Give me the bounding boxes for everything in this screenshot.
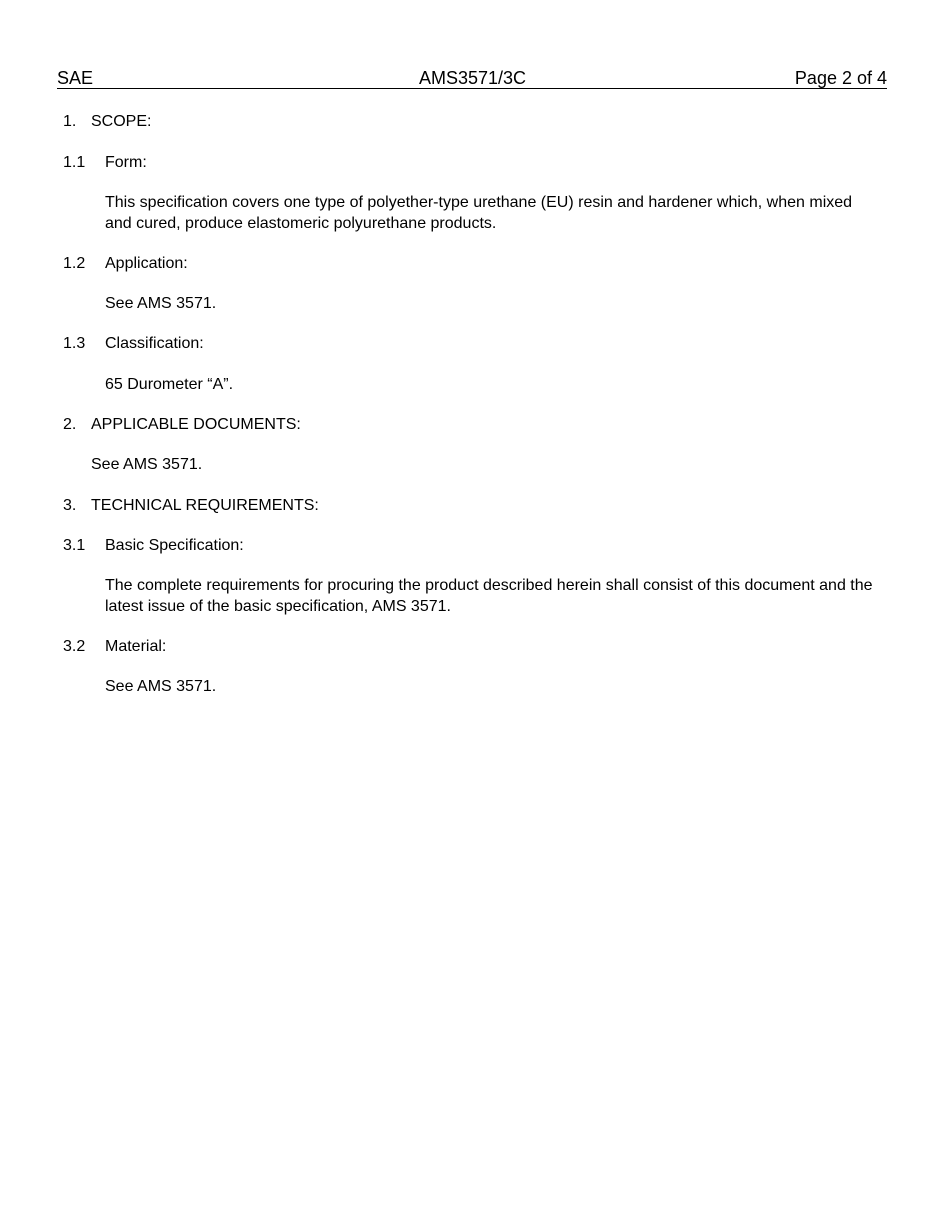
section-1-3-number: 1.3 bbox=[63, 335, 86, 352]
section-3-title: TECHNICAL REQUIREMENTS: bbox=[91, 497, 319, 514]
section-1-3-text: 65 Durometer “A”. bbox=[105, 376, 234, 393]
section-3-2-title: Material: bbox=[105, 638, 167, 655]
section-1-1-title: Form: bbox=[105, 154, 147, 171]
header-document-number: AMS3571/3C bbox=[419, 68, 527, 88]
section-1-1-text: This specification covers one type of polyether-type urethane (EU) resin and hardener which, when mixed and cured, produce elastomeric polyurethane products. bbox=[105, 194, 853, 232]
header-org: SAE bbox=[57, 68, 94, 88]
section-1-2-text: See AMS 3571. bbox=[105, 295, 217, 312]
section-3-1-text: The complete requirements for procuring the product described herein shall consist of this document and the latest issue of the basic specification, AMS 3571. bbox=[105, 577, 873, 615]
section-1-title: SCOPE: bbox=[91, 113, 152, 130]
section-2-number: 2. bbox=[63, 416, 77, 433]
section-2-title: APPLICABLE DOCUMENTS: bbox=[91, 416, 301, 433]
section-3-1-number: 3.1 bbox=[63, 537, 86, 554]
section-2-text: See AMS 3571. bbox=[91, 456, 203, 473]
section-1-number: 1. bbox=[63, 113, 77, 130]
section-1-2-number: 1.2 bbox=[63, 255, 86, 272]
section-1-3-title: Classification: bbox=[105, 335, 204, 352]
section-3-number: 3. bbox=[63, 497, 77, 514]
section-3-2-number: 3.2 bbox=[63, 638, 86, 655]
header-page-number: Page 2 of 4 bbox=[794, 68, 887, 88]
section-3-2-text: See AMS 3571. bbox=[105, 678, 217, 695]
section-1-2-title: Application: bbox=[105, 255, 188, 272]
page-header bbox=[57, 68, 887, 89]
section-1-1-number: 1.1 bbox=[63, 154, 86, 171]
section-3-1-title: Basic Specification: bbox=[105, 537, 244, 554]
